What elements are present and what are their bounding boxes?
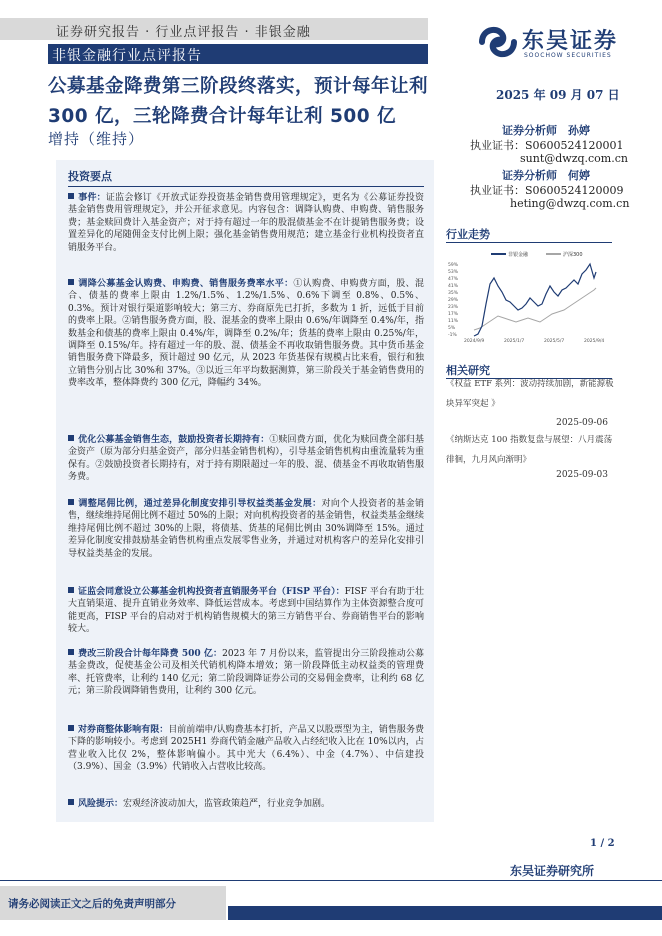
- summary-bullet: 对券商整体影响有限：目前前端申/认购费基本打折，产品又以股票型为主，销售服务费下降的影响较小。考虑到 2025H1 券商代销金融产品收入占经纪收入比在 10%以内，占营业收入比仅 2%，整体影响偏小。其中光大（6.4%）、中金（4.7%）、中信建投（3.9%）、国金（3.9%）代销收入占营收比较高。: [68, 725, 424, 773]
- summary-bullet: 优化公募基金销售生态，鼓励投资者长期持有：①赎回费方面，优化为赎回费全部归基金资产（原为部分归基金资产，部分归基金销售机构），引导基金销售机构由重流量转为重保有。②鼓励投资者长期持有，对于持有期限超过一年的股、混、债基金不再收取销售服务费。: [68, 435, 424, 483]
- summary-bullet: 事件：证监会修订《开放式证券投资基金销售费用管理规定》，更名为《公募证券投资基金销售费用管理规定》，并公开征求意见。内容包含：调降认购费、申购费、销售服务费；基金赎回费计入基金资产；对于持有超过一年的股混债基金不在计提销售服务费；设置差异化的尾随佣金支付比例上限；强化基金销售费用规范；建立基金行业机构投资者直销服务平台。: [68, 193, 424, 253]
- divider: [446, 242, 612, 243]
- rating: 增持（维持）: [48, 130, 145, 148]
- report-title: 公募基金降费第三阶段终落实，预计每年让利 300 亿，三轮降费合计每年让利 500 亿: [48, 76, 429, 127]
- report-date: 2025 年 09 月 07 日: [496, 88, 620, 102]
- analyst-license: 执业证书：S0600524120009: [470, 184, 624, 197]
- y-tick-label: 11%: [448, 319, 459, 324]
- y-tick-label: 5%: [448, 326, 456, 331]
- x-tick-label: 2025/1/7: [504, 339, 525, 344]
- breadcrumb-bar: [0, 18, 428, 40]
- logo-text-en: SOOCHOW SECURITIES: [524, 52, 612, 59]
- bullet-icon: [68, 279, 74, 285]
- y-tick-label: 23%: [448, 305, 459, 310]
- footer-band: [228, 906, 662, 920]
- bullet-icon: [68, 435, 74, 441]
- logo-mark-icon: [478, 22, 518, 62]
- report-type: 非银金融行业点评报告: [52, 48, 202, 64]
- x-tick-label: 2024/9/9: [464, 339, 485, 344]
- disclaimer[interactable]: 请务必阅读正文之后的免责声明部分: [8, 898, 176, 910]
- summary-bullet: 风险提示：宏观经济波动加大，监管政策趋严，行业竞争加剧。: [68, 798, 424, 810]
- trend-chart: [446, 244, 612, 344]
- disclaimer-bar: [0, 886, 226, 920]
- y-tick-label: 29%: [448, 298, 459, 303]
- analyst-name: 证券分析师 何婷: [502, 169, 590, 182]
- y-tick-label: 53%: [448, 270, 459, 275]
- related-item[interactable]: 《纳斯达克 100 指数复盘与展望：八月震荡徘徊，九月风向渐明》: [446, 435, 613, 465]
- related-item[interactable]: 《权益 ETF 系列：波动持续加剧，新能源板块异军突起 》: [446, 379, 614, 409]
- breadcrumb: 证券研究报告 · 行业点评报告 · 非银金融: [56, 25, 311, 40]
- bullet-icon: [68, 649, 74, 655]
- bullet-icon: [68, 499, 74, 505]
- y-tick-label: 59%: [448, 263, 459, 268]
- analyst-license: 执业证书：S0600524120001: [470, 139, 624, 152]
- bullet-icon: [68, 587, 74, 593]
- bullet-icon: [68, 799, 74, 805]
- y-tick-label: 41%: [448, 284, 459, 289]
- footer-divider: [0, 880, 662, 881]
- x-tick-label: 2025/5/7: [544, 339, 565, 344]
- bullet-icon: [68, 193, 74, 199]
- summary-bullet: 证监会同意设立公募基金机构投资者直销服务平台（FISP 平台）：FISF 平台有助于壮大直销渠道、提升直销业务效率、降低运营成本。考虑到中国结算作为主体资源整合度可能更高，FISP 平台的启动对于机构销售规模大的第三方销售平台、券商销售平台的影响较大。: [68, 587, 424, 635]
- analyst-email[interactable]: heting@dwzq.com.cn: [510, 197, 630, 210]
- trend-title: 行业走势: [446, 228, 490, 241]
- bullet-icon: [68, 725, 74, 731]
- summary-panel: [56, 160, 434, 822]
- legend-label-b: 沪深300: [563, 252, 583, 258]
- summary-bullet: 调降公募基金认购费、申购费、销售服务费率水平：①认购费、申购费方面，股、混合、债基的费率上限由 1.2%/1.5%、1.2%/1.5%、0.6%下调至 0.8%、0.5%、0.3%。预计对银行渠道影响较大；第三方、券商原先已打折，多数为 1 折，远低于目前的费率上限。②销售服务费方面，股、混基金的费率上限由 0.6%/年调降至 0.4%/年，指数基金和债基的费率上限由 0.4%/年，调降至 0.2%/年；货基的费率上限由 0.25%/年，调降至 0.15%/年。持有超过一年的股、混、债基金不再收取销售服务费。其中货币基金销售服务费下降最多，预计超过 90 亿元，从 2023 年货基保有规模占比来看，银行和独立销售分别占比 30%和 37%。③以近三年平均数据测算，第三阶段关于基金销售费用的费率改革，整体降费约 300 亿元，降幅约 34%。: [68, 279, 424, 389]
- y-tick-label: -1%: [448, 333, 457, 338]
- company-logo: [478, 22, 618, 64]
- y-tick-label: 17%: [448, 312, 459, 317]
- analyst-email[interactable]: sunt@dwzq.com.cn: [520, 152, 628, 165]
- x-tick-label: 2025/9/4: [584, 339, 605, 344]
- footer-org: 东吴证券研究所: [510, 864, 595, 878]
- legend-label-a: 非银金融: [508, 252, 529, 258]
- related-date: 2025-09-03: [556, 470, 608, 480]
- related-date: 2025-09-06: [556, 418, 608, 428]
- divider: [68, 186, 424, 187]
- report-type-bar: [48, 44, 428, 64]
- summary-bullet: 调整尾佣比例，通过差异化制度安排引导权益类基金发展：对向个人投资者的基金销售，继续维持尾佣比例不超过 50%的上限；对向机构投资者的基金销售，权益类基金继续维持尾佣比例不超过 30%的上限，将债基、货基的尾佣比例由 30%调降至 15%。通过差异化制度安排鼓励基金销售机构重点发展零售业务，并通过对机构客户的差异化安排引导权益类基金的发展。: [68, 499, 424, 559]
- page-number: 1 / 2: [590, 838, 615, 849]
- y-tick-label: 47%: [448, 277, 459, 282]
- y-tick-label: 35%: [448, 291, 459, 296]
- analyst-name: 证券分析师 孙婷: [502, 124, 590, 137]
- summary-bullet: 费改三阶段合计每年降费 500 亿：2023 年 7 月份以来，监管提出分三阶段推动公募基金费改，促使基金公司及相关代销机构降本增效；第一阶段降低主动权益类的管理费率、托管费率，让利约 140 亿元；第二阶段调降证券公司的交易佣金费率，让利约 68 亿元；第三阶段调降销售费用，让利约 300 亿元。: [68, 649, 424, 697]
- summary-title: 投资要点: [68, 170, 112, 183]
- logo-text-cn: 东吴证券: [522, 29, 619, 54]
- related-title: 相关研究: [446, 364, 490, 377]
